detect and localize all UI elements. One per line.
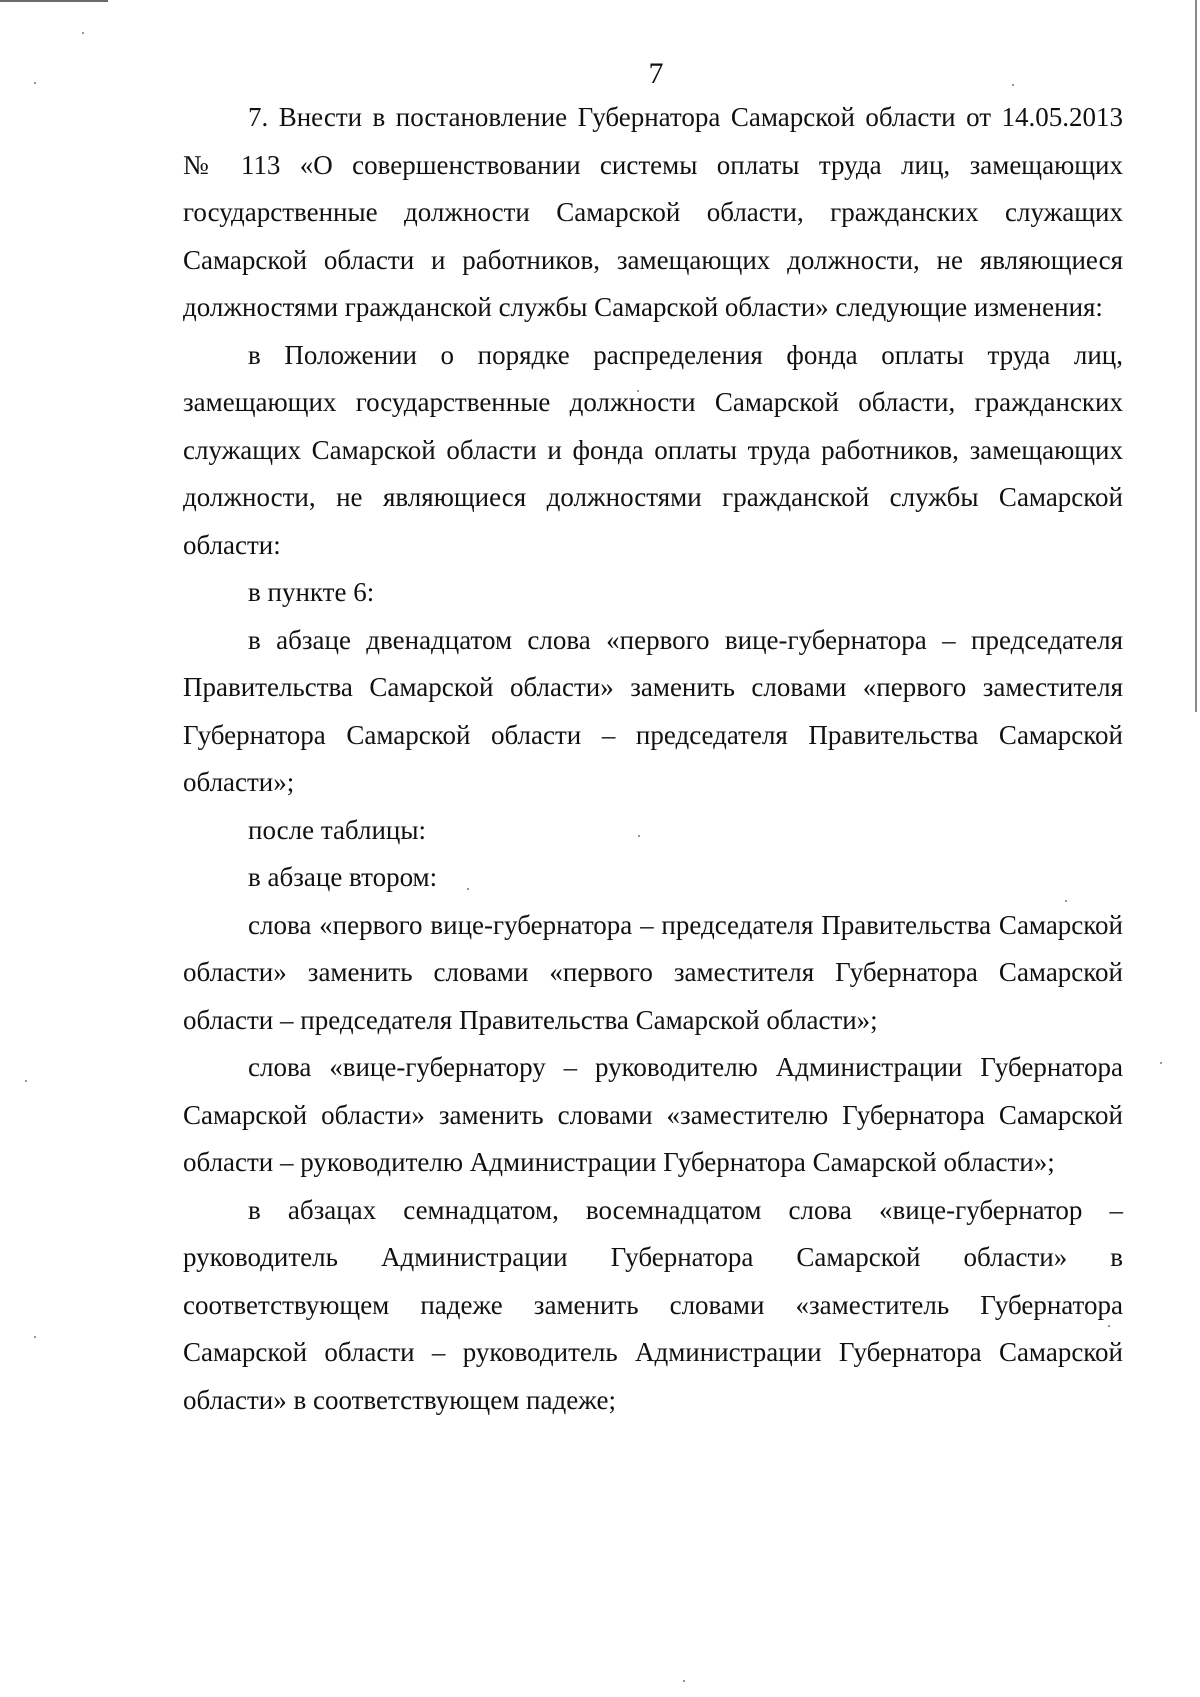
scan-speck bbox=[25, 1080, 27, 1082]
scan-speck bbox=[683, 1680, 685, 1682]
page-number: 7 bbox=[648, 57, 664, 90]
scan-edge-line bbox=[0, 0, 108, 2]
paragraph-regulation-change: в Положении о порядке распределения фонда оплаты труда лиц, замещающих государственные должности Самарской области, гражданских служащих Самарской области и фонда оплаты труда работников, замещающих должности, не являющиеся должностями гражданской службы Самарской области: bbox=[183, 339, 1123, 560]
scan-speck bbox=[82, 32, 84, 34]
paragraph-item-7: 7. Внести в постановление Губернатора Самарской области от 14.05.2013 № 113 «О совершенствовании системы оплаты труда лиц, замещающих государственные должности Самарской области, гражданских служащих Самарской области и работников, замещающих должности, не являющиеся должностями гражданской службы Самарской области» следующие изменения: bbox=[183, 102, 1123, 322]
scan-speck bbox=[34, 82, 36, 84]
paragraph-replace-vice-governor: слова «вице-губернатору – руководителю Администрации Губернатора Самарской области» заменить словами «заместителю Губернатора Самарской области – руководителю Администрации Губернатора Самарской области»; bbox=[183, 1052, 1123, 1177]
scan-edge-line-right bbox=[1195, 0, 1197, 712]
paragraph-replace-first-vice-governor: слова «первого вице-губернатора – председателя Правительства Самарской области» заменить словами «первого заместителя Губернатора Самарской области – председателя Правительства Самарской области»; bbox=[183, 909, 1123, 1035]
paragraph-after-table: после таблицы: bbox=[248, 814, 427, 845]
paragraph-seventeenth-eighteenth: в абзацах семнадцатом, восемнадцатом слова «вице-губернатор – руководитель Администрации Губернатора Самарской области» в соответствующем падеже заменить словами «заместитель Губернатора Самарской области – руководитель Администрации Губернатора Самарской области» в соответствующем падеже; bbox=[183, 1194, 1123, 1415]
scan-speck bbox=[34, 1336, 36, 1338]
paragraph-twelfth-subparagraph: в абзаце двенадцатом слова «первого вице-губернатора – председателя Правительства Самарской области» заменить словами «первого заместителя Губернатора Самарской области – председателя Правительства Самарской области»; bbox=[183, 624, 1123, 797]
document-body bbox=[183, 94, 1123, 1424]
paragraph-second-subparagraph: в абзаце втором: bbox=[248, 862, 438, 892]
scan-speck bbox=[1160, 1062, 1162, 1064]
paragraph-point-6: в пункте 6: bbox=[248, 577, 375, 607]
